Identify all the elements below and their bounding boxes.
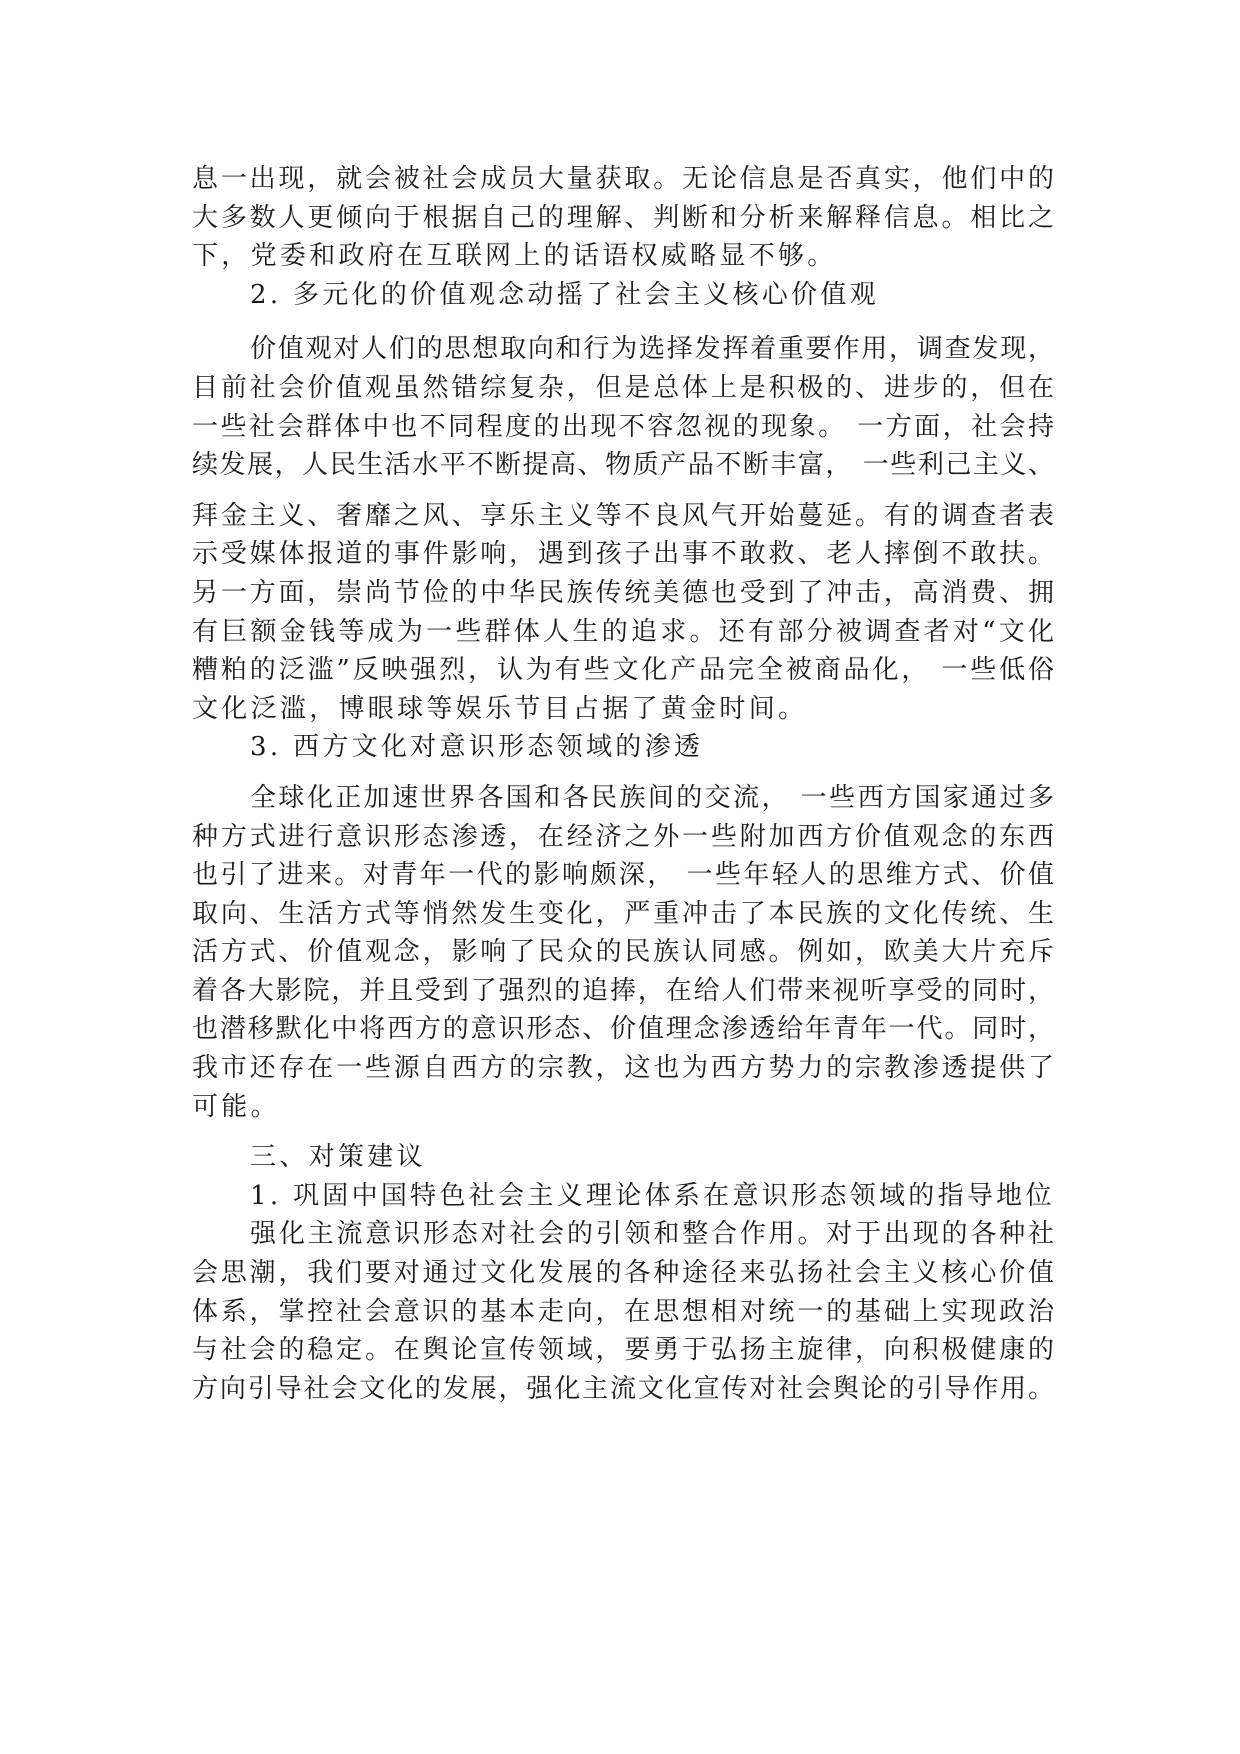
text-line: 示受媒体报道的事件影响，遇到孩子出事不敢救、老人摔倒不敢扶。 bbox=[192, 539, 1054, 570]
text-line: 我市还存在一些源自西方的宗教，这也为西方势力的宗教渗透提供了 bbox=[192, 1053, 1054, 1084]
text-line: 可能。 bbox=[192, 1091, 280, 1122]
text-line: 糟粕的泛滥”反映强烈，认为有些文化产品完全被商品化， 一些低俗 bbox=[192, 655, 1054, 686]
text-line: 也潜移默化中将西方的意识形态、价值理念渗透给年青年一代。同时， bbox=[192, 1014, 1054, 1045]
text-line: 目前社会价值观虽然错综复杂，但是总体上是积极的、进步的，但在 bbox=[192, 372, 1054, 403]
text-line: 有巨额金钱等成为一些群体人生的追求。还有部分被调查者对“文化 bbox=[192, 616, 1054, 647]
text-line: 全球化正加速世界各国和各民族间的交流， 一些西方国家通过多 bbox=[250, 782, 1054, 813]
text-line: 拜金主义、奢靡之风、享乐主义等不良风气开始蔓延。有的调查者表 bbox=[192, 500, 1054, 531]
text-line: 会思潮，我们要对通过文化发展的各种途径来弘扬社会主义核心价值 bbox=[192, 1258, 1054, 1289]
text-line: 下，党委和政府在互联网上的话语权威略显不够。 bbox=[192, 241, 837, 272]
text-line: 价值观对人们的思想取向和行为选择发挥着重要作用，调查发现， bbox=[250, 334, 1054, 365]
paragraph-values bbox=[192, 330, 1054, 728]
text-line: 着各大影院，并且受到了强烈的追捧，在给人们带来视听享受的同时， bbox=[192, 975, 1054, 1006]
text-line: 取向、生活方式等悄然发生变化，严重冲击了本民族的文化传统、生 bbox=[192, 898, 1054, 929]
text-line: 体系，掌控社会意识的基本走向，在思想相对统一的基础上实现政治 bbox=[192, 1296, 1054, 1327]
text-line: 息一出现，就会被社会成员大量获取。无论信息是否真实，他们中的 bbox=[192, 164, 1054, 194]
subheading-guiding-position: 1. 巩固中国特色社会主义理论体系在意识形态领域的指导地位 bbox=[250, 1180, 1055, 1211]
paragraph-intro-continuation bbox=[192, 160, 1054, 276]
text-line: 方向引导社会文化的发展，强化主流文化宣传对社会舆论的引导作用。 bbox=[192, 1373, 1054, 1404]
paragraph-western-culture bbox=[192, 779, 1054, 1126]
text-line: 续发展，人民生活水平不断提高、物质产品不断丰富， 一些利己主义、 bbox=[192, 450, 1054, 481]
text-line: 也引了进来。对青年一代的影响颇深， 一些年轻人的思维方式、价值 bbox=[192, 860, 1054, 891]
text-line: 种方式进行意识形态渗透，在经济之外一些附加西方价值观念的东西 bbox=[192, 821, 1054, 852]
subheading-value-diversity: 2. 多元化的价值观念动摇了社会主义核心价值观 bbox=[250, 279, 879, 310]
text-line: 另一方面，崇尚节俭的中华民族传统美德也受到了冲击，高消费、拥 bbox=[192, 577, 1054, 608]
subheading-western-culture: 3. 西方文化对意识形态领域的渗透 bbox=[250, 732, 704, 763]
document-body bbox=[192, 160, 1054, 1408]
text-line: 强化主流意识形态对社会的引领和整合作用。对于出现的各种社 bbox=[250, 1219, 1054, 1250]
text-line: 与社会的稳定。在舆论宣传领域，要勇于弘扬主旋律，向积极健康的 bbox=[192, 1335, 1054, 1366]
section-heading-recommendations: 三、对策建议 bbox=[250, 1142, 426, 1173]
paragraph-strategy bbox=[192, 1215, 1054, 1408]
text-line: 活方式、价值观念，影响了民众的民族认同感。例如，欧美大片充斥 bbox=[192, 937, 1054, 968]
text-line: 一些社会群体中也不同程度的出现不容忽视的现象。 一方面，社会持 bbox=[192, 411, 1054, 442]
text-line: 文化泛滥，博眼球等娱乐节目占据了黄金时间。 bbox=[192, 693, 808, 724]
text-line: 大多数人更倾向于根据自己的理解、判断和分析来解释信息。相比之 bbox=[192, 202, 1054, 233]
